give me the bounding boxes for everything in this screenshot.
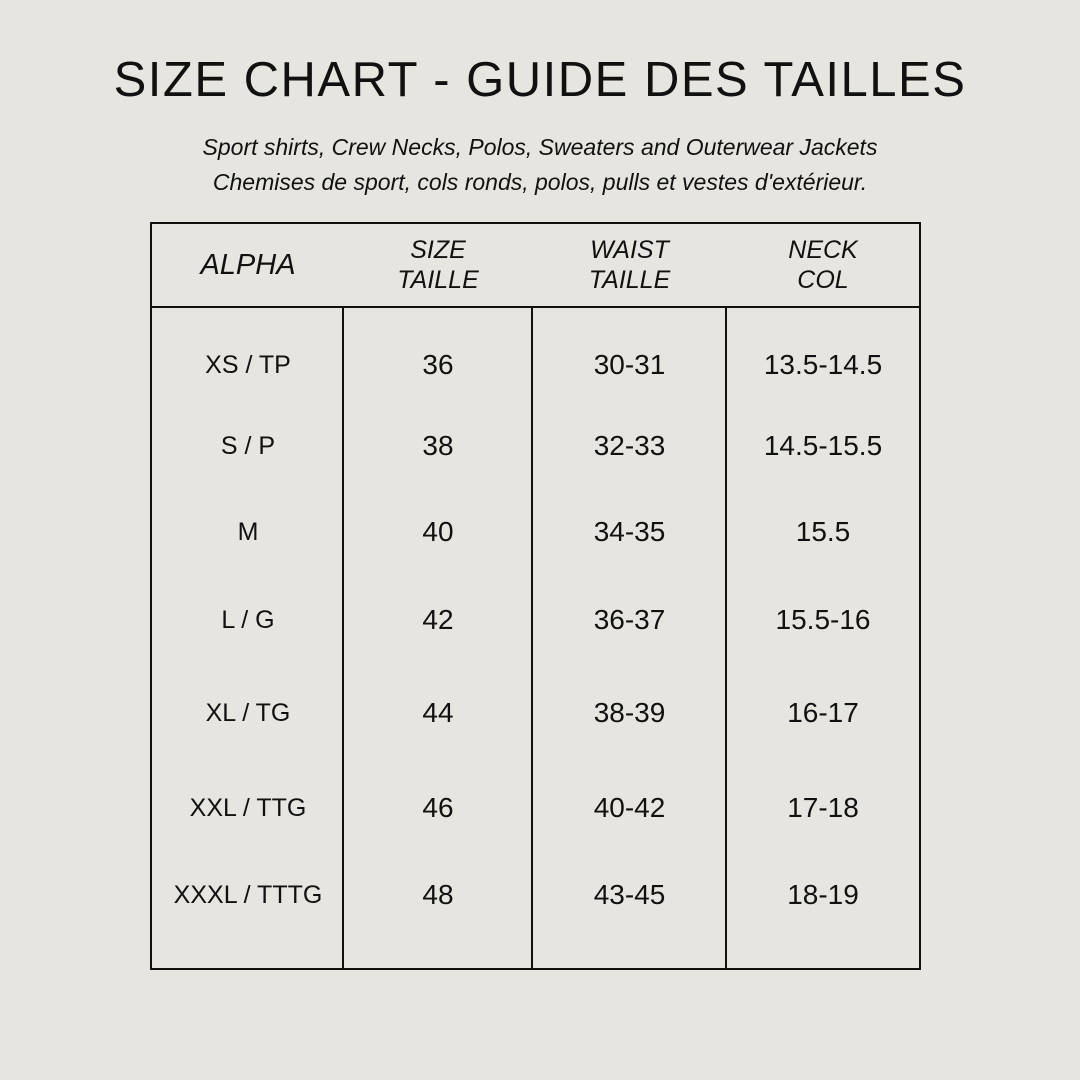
alpha-cell: S / P [220,431,276,460]
waist-cell: 43-45 [593,879,666,910]
header-alpha [152,224,344,306]
size-cell: 40 [422,516,454,547]
waist-cell: 30-31 [593,349,666,380]
table-row [152,416,919,476]
waist-cell: 40-42 [593,792,666,823]
table-row [152,590,919,650]
size-cell: 42 [422,604,454,635]
header-divider [152,306,919,308]
header-alpha-label: ALPHA [200,249,296,281]
table-row [152,865,919,925]
header-size-en: SIZE [410,236,466,264]
alpha-cell: XXXL / TTTG [173,880,323,909]
neck-cell: 14.5-15.5 [763,430,883,461]
size-cell: 38 [422,430,454,461]
table-row [152,335,919,395]
waist-cell: 34-35 [593,516,666,547]
header-waist [533,224,726,306]
waist-cell: 32-33 [593,430,666,461]
header-size-fr: TAILLE [397,266,479,294]
neck-cell: 18-19 [787,879,859,910]
page-title: SIZE CHART - GUIDE DES TAILLES [113,53,967,107]
neck-cell: 15.5 [795,516,851,547]
alpha-cell: XS / TP [205,350,291,379]
header-waist-fr: TAILLE [588,266,671,294]
header-neck [727,224,919,306]
neck-cell: 16-17 [787,697,859,728]
alpha-cell: XXL / TTG [189,793,307,822]
table-row [152,502,919,562]
size-cell: 48 [422,879,454,910]
table-row [152,778,919,838]
table-row [152,683,919,743]
subtitle-french: Chemises de sport, cols ronds, polos, pulls et vestes d'extérieur. [212,169,868,195]
size-cell: 46 [422,792,454,823]
header-size [344,224,532,306]
alpha-cell: M [237,517,259,546]
size-chart-table [150,222,921,970]
waist-cell: 36-37 [593,604,666,635]
header-neck-fr: COL [797,266,849,294]
neck-cell: 13.5-14.5 [763,349,883,380]
neck-cell: 17-18 [787,792,859,823]
size-cell: 36 [422,349,454,380]
alpha-cell: XL / TG [205,698,291,727]
header-neck-en: NECK [788,236,858,264]
alpha-cell: L / G [221,605,275,634]
neck-cell: 15.5-16 [775,604,871,635]
waist-cell: 38-39 [593,697,666,728]
header-waist-en: WAIST [590,236,669,264]
subtitle-english: Sport shirts, Crew Necks, Polos, Sweaters and Outerwear Jackets [202,134,878,160]
size-cell: 44 [422,697,454,728]
